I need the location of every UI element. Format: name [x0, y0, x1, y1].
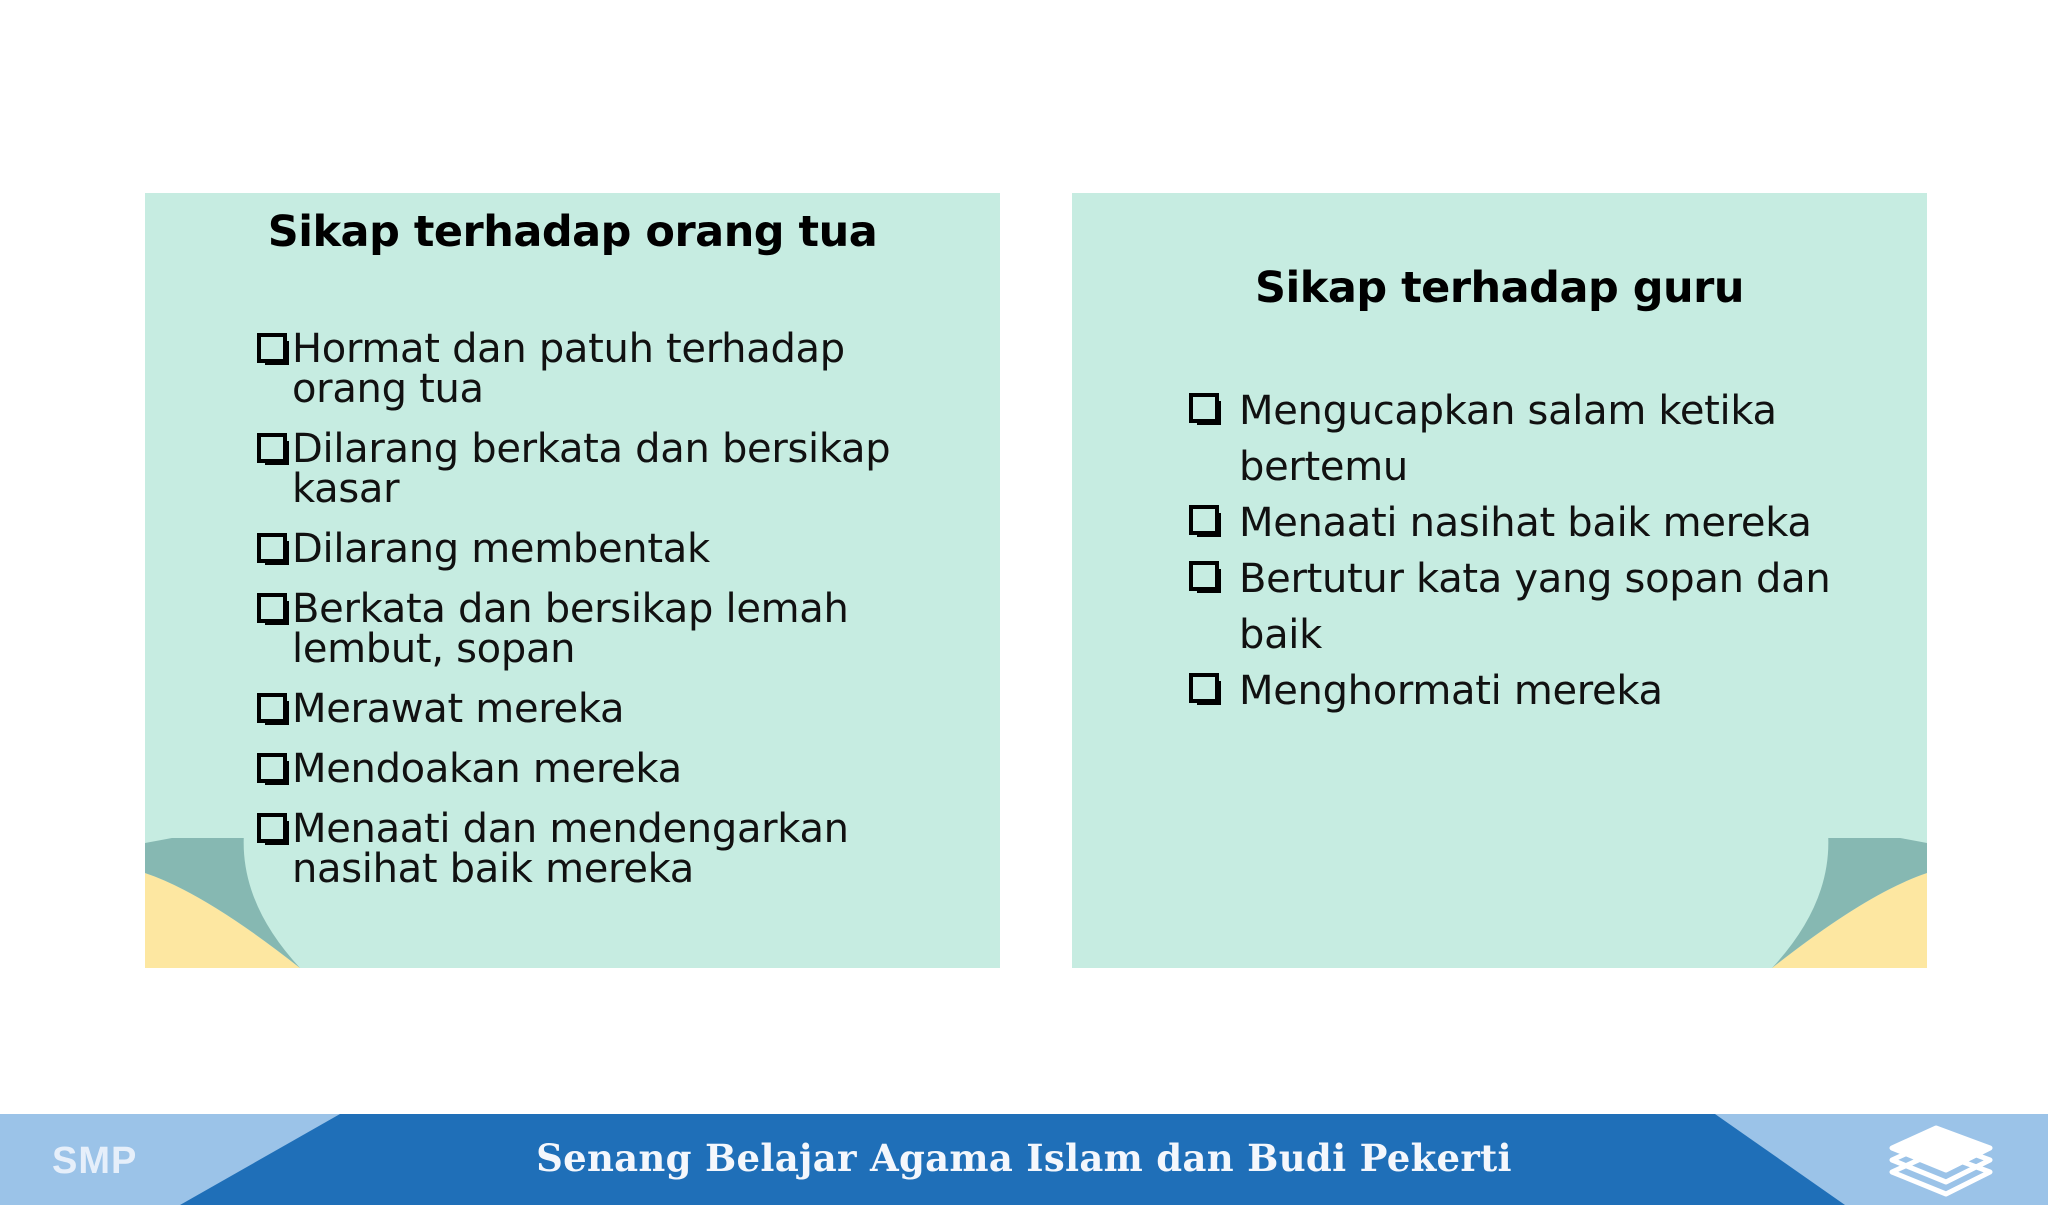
footer-brand-label: SMP	[52, 1140, 138, 1182]
item-text-line1: Dilarang membentak	[292, 526, 710, 572]
checkbox-bullet-icon	[255, 529, 292, 569]
list-item	[1187, 383, 1887, 495]
list-item	[255, 426, 955, 512]
checkbox-bullet-icon	[255, 589, 292, 629]
attitude-list	[255, 326, 955, 909]
item-text-line2: baik	[1239, 612, 1322, 658]
list-item	[255, 686, 955, 732]
attitude-list	[1187, 383, 1887, 719]
footer-title: Senang Belajar Agama Islam dan Budi Pekerti	[536, 1136, 1512, 1180]
item-text-line2: bertemu	[1239, 444, 1408, 490]
item-text-line1: Menaati nasihat baik mereka	[1239, 500, 1812, 546]
checkbox-bullet-icon	[255, 809, 292, 849]
item-text-line1: Dilarang berkata dan bersikap	[292, 426, 891, 472]
checkbox-bullet-icon	[255, 689, 292, 729]
card-teacher	[1072, 193, 1927, 968]
item-text-line2: nasihat baik mereka	[292, 846, 694, 892]
item-text-line1: Merawat mereka	[292, 686, 625, 732]
card-title: Sikap terhadap guru	[1255, 263, 1744, 313]
item-text-line1: Menaati dan mendengarkan	[292, 806, 849, 852]
checkbox-bullet-icon	[255, 429, 292, 469]
checkbox-bullet-icon	[1187, 495, 1239, 551]
checkbox-bullet-icon	[1187, 551, 1239, 607]
item-text-line1: Hormat dan patuh terhadap	[292, 326, 845, 372]
page-curl-decoration	[1757, 838, 1927, 968]
item-text-line2: lembut, sopan	[292, 626, 576, 672]
checkbox-bullet-icon	[255, 749, 292, 789]
card-parents	[145, 193, 1000, 968]
list-item	[255, 746, 955, 792]
list-item	[255, 586, 955, 672]
item-text-line2: orang tua	[292, 366, 484, 412]
footer-banner	[0, 1114, 2048, 1205]
checkbox-bullet-icon	[255, 329, 292, 369]
item-text-line1: Mendoakan mereka	[292, 746, 682, 792]
card-title: Sikap terhadap orang tua	[267, 207, 878, 257]
item-text-line1: Menghormati mereka	[1239, 668, 1663, 714]
item-text-line1: Mengucapkan salam ketika	[1239, 388, 1777, 434]
item-text-line1: Bertutur kata yang sopan dan	[1239, 556, 1831, 602]
list-item	[1187, 551, 1887, 663]
item-text-line2: kasar	[292, 466, 400, 512]
list-item	[1187, 495, 1887, 551]
list-item	[255, 806, 955, 892]
checkbox-bullet-icon	[1187, 663, 1239, 719]
checkbox-bullet-icon	[1187, 383, 1239, 439]
list-item	[255, 526, 955, 572]
list-item	[255, 326, 955, 412]
list-item	[1187, 663, 1887, 719]
item-text-line1: Berkata dan bersikap lemah	[292, 586, 849, 632]
books-icon	[1886, 1124, 1996, 1200]
